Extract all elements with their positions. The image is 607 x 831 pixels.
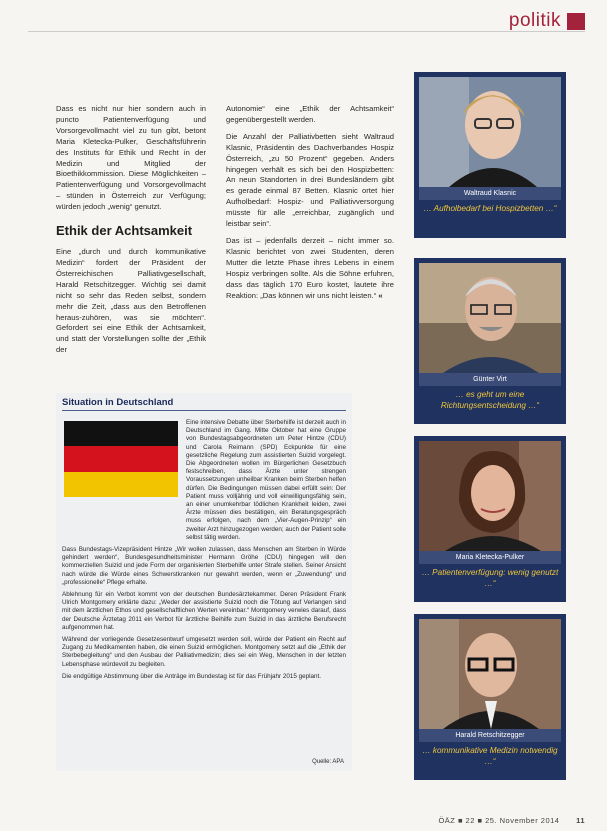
portrait-name: Maria Kletecka-Pulker	[419, 551, 561, 564]
situation-body	[62, 419, 346, 685]
section-color-bar	[567, 13, 585, 30]
situation-title: Situation in Deutschland	[62, 397, 174, 408]
situation-box	[56, 393, 352, 771]
portrait-card-klasnic	[414, 72, 566, 238]
article-column-1	[56, 104, 206, 362]
situation-paragraph: Eine intensive Debatte über Sterbehilfe ist derzeit auch in Deutschland im Gang. Mitte Oktober hat eine Gruppe von Bundestagsabgeordneten um Peter Hintze (CDU) und Carola Reimann (SPD) Eckpunkte für eine gesetzliche Regelung zum assistierten Suizid vorgelegt. Die Abgeordneten wollen im Bürgerlichen Gesetzbuch festschreiben, dass Ärzte unter strengen Voraussetzungen unheilbar Kranken beim Sterben helfen dürfen. Die Bedingungen müssen dabei erfüllt sein: Der Patient muss volljährig und voll einwilligungsfähig sein, an einer unumkehrbar tödlichen Krankheit leiden, zwei Ärzte müssen dies bestätigen, ein Beratungsgespräch muss erfolgen, nach dem „Vier-Augen-Prinzip“ ein zweiter Arzt hinzugezogen werden; auch der Patient solle selbst tätig werden.	[186, 419, 346, 541]
portrait-photo	[419, 441, 561, 551]
portrait-photo	[419, 619, 561, 729]
situation-source: Quelle: APA	[312, 759, 344, 765]
portrait-quote: … Patientenverfügung: wenig genutzt …“	[421, 568, 559, 588]
portrait-card-kletecka-pulker	[414, 436, 566, 602]
portrait-quote: … kommunikative Medizin notwendig …“	[422, 746, 558, 766]
portrait-photo	[419, 77, 561, 187]
portrait-quote: … Aufholbedarf bei Hospizbetten …“	[423, 204, 557, 213]
header-rule	[28, 31, 585, 32]
article-subheading: Ethik der Achtsamkeit	[56, 223, 193, 239]
portrait-name: Günter Virt	[419, 373, 561, 386]
situation-paragraph: Die endgültige Abstimmung über die Anträge im Bundestag ist für das Frühjahr 2015 geplant.	[62, 672, 322, 680]
section-tag	[509, 10, 585, 32]
page-footer	[438, 816, 585, 825]
section-label: politik	[508, 10, 561, 31]
portrait-quote: … es geht um eine Richtungsentscheidung …“	[440, 390, 540, 410]
portrait-name: Harald Retschitzegger	[419, 729, 561, 742]
article-paragraph: Die Anzahl der Palliativbetten sieht Waltraud Klasnic, Präsidentin des Dachverbandes Hospiz Österreich, „zu 50 Prozent“ gegeben. Anders hingegen verhält es sich bei den Hospizbetten: An neun Standorten in drei Bundesländern gibt es gerade einmal 87 Betten. Klasnic ortet hier Aufholbedarf: Hospiz- und Palliativversorgung müsste für alle „erreichbar, zugänglich und leistbar sein“.	[226, 131, 394, 229]
portrait-card-virt	[414, 258, 566, 424]
portrait-card-retschitzegger	[414, 614, 566, 780]
situation-paragraph: Ablehnung für ein Verbot kommt von der deutschen Bundesärztekammer. Deren Präsident Frank Ulrich Montgomery erklärte dazu: „Weder der assistierte Suizid noch die Tötung auf Verlangen sind mit dem ärztlichen Ethos und gesellschaftlichen Werten vereinbar.“ Montgomery verwies darauf, dass der Deutsche Ärztetag 2011 ein Verbot für ärztliche Beihilfe zum Suizid in das ärztliche Berufsrecht aufgenommen hat.	[62, 591, 346, 631]
article-paragraph	[226, 236, 394, 301]
page-number: 11	[576, 816, 585, 825]
portrait-name: Waltraud Klasnic	[419, 187, 561, 200]
portrait-photo	[419, 263, 561, 373]
article-paragraph: Autonomie“ eine „Ethik der Achtsamkeit“ gegenübergestellt werden.	[226, 104, 394, 124]
article-paragraph: Dass es nicht nur hier sondern auch in puncto Patientenverfügung und Vorsorgevollmacht viel zu tun gibt, betont Maria Kletecka-Pulker, Geschäftsführerin des Instituts für Ethik und Recht in der Medizin und Mitglied der Bioethikkommission. Diese Möglichkeiten – Patientenverfügung und Vorsorgevollmacht – stünden in Österreich zur Verfügung; würden jedoch „wenig“ genutzt.	[56, 104, 206, 212]
situation-paragraph: Dass Bundestags-Vizepräsident Hintze „Wir wollen zulassen, dass Menschen am Sterben in Würde gehindert werden“, Bundesgesundheitsminister Hermann Gröhe (CDU) hingegen will den kommerziellen Suizid und jede Form der organisierten Sterbehilfe unter Strafe stellen. Seiner Ansicht nach würde die Würde eines Schwerstkranken nur gewahrt werden, wenn er „Zuwendung“ und „professionelle“ Pflege erhalte.	[62, 546, 346, 586]
article-paragraph: Eine „durch und durch kommunikative Medizin“ fordert der Präsident der Österreichischen Palliativgesellschaft, Harald Retschitzegger. Wichtig sei damit nicht so sehr das Reden selbst, sondern mehr die Zeit, „dass aus den Betroffenen heraus-zuhören, was sie möchten“. Gefordert sei eine Ethik der Achtsamkeit, und statt der Vorstellungen sollte der „Ethik der	[56, 247, 206, 355]
situation-paragraph: Während der vorliegende Gesetzesentwurf umgesetzt werden soll, würde der Patient ein Recht auf Zugang zu Medikamenten haben, die einen Suizid ermöglichen. Montgomery setzt auf die „Ethik der Sterbebegleitung“ und den Ausbau der Palliativmedizin; dies sei ein Weg, Menschen in der letzten Lebensphase würdevoll zu begleiten.	[62, 636, 346, 668]
article-paragraph-text: Das ist – jedenfalls derzeit – nicht immer so. Klasnic berichtet von zwei Studenten, deren Mutter die letzte Phase ihres Lebens in einem Hospiz verbringen sollte. Als die Söhne erfuhren, dass das täglich 170 Euro kostet, lautete ihre Reaktion: „Das können wir uns nicht leisten.“	[226, 235, 394, 300]
issue-info: ÖÄZ ■ 22 ■ 25. November 2014	[438, 816, 560, 825]
article-end-mark: «	[378, 290, 383, 300]
situation-rule	[62, 410, 346, 411]
article-column-2	[226, 104, 394, 307]
